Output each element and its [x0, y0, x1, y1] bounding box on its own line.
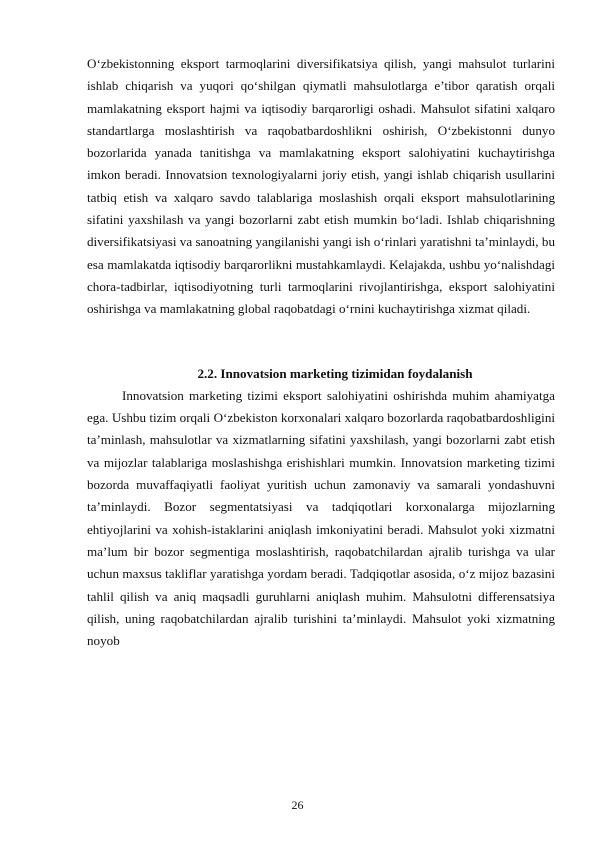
page-number: 26 — [291, 798, 304, 812]
body-paragraph-1: O‘zbekistonning eksport tarmoqlarini diversifikatsiya qilish, yangi mahsulot turlarini ishlab chiqarish va yuqori qo‘shilgan qiymatli mahsulotlarga e’tibor qaratish orqali mamlakatning eksport hajmi va iqtisodiy barqarorligi oshadi. Mahsulot sifatini xalqaro standartlarga moslashtirish va raqobatbardoshlikni oshirish, O‘zbekistonni dunyo bozorlarida yanada tanitishga va mamlakatning eksport salohiyatini kuchaytirishga imkon beradi. Innovatsion texnologiyalarni joriy etish, yangi ishlab chiqarish usullarini tatbiq etish va xalqaro savdo talablariga moslashish orqali eksport mahsulotlarining sifatini yaxshilash va yangi bozorlarni zabt etish mumkin bo‘ladi. Ishlab chiqarishning diversifikatsiyasi va sanoatning yangilanishi yangi ish o‘rinlari yaratishni ta’minlaydi, bu esa mamlakatda iqtisodiy barqarorlikni mustahkamlaydi. Kelajakda, ushbu yo‘nalishdagi chora-tadbirlar, iqtisodiyotning turli tarmoqlarini rivojlantirishga, eksport salohiyatini oshirishga va mamlakatning global raqobatdagi o‘rnini kuchaytirishga xizmat qiladi. — [87, 56, 555, 317]
section-heading: 2.2. Innovatsion marketing tizimidan foydalanish — [197, 365, 473, 381]
body-paragraph-2: Innovatsion marketing tizimi eksport salohiyatini oshirishda muhim ahamiyatga ega. Ushbu tizim orqali O‘zbekiston korxonalari xalqaro bozorlarda raqobatbardoshligini ta’minlash, mahsulotlar va xizmatlarning sifatini yaxshilash, yangi bozorlarni zabt etish va mijozlar talablariga moslashishga erishishlari mumkin. Innovatsion marketing tizimi bozorda muvaffaqiyatli faoliyat yuritish uchun zamonaviy va samarali yondashuvni ta’minlaydi. Bozor segmentatsiyasi va tadqiqotlari korxonalarga mijozlarning ehtiyojlarini va xohish-istaklarini aniqlash imkoniyatini beradi. Mahsulot yoki xizmatni ma’lum bir bozor segmentiga moslashtirish, raqobatchilardan ajralib turishga va ular uchun maxsus takliflar yaratishga yordam beradi. Tadqiqotlar asosida, o‘z mijoz bazasini tahlil qilish va aniq maqsadli guruhlarni aniqlash muhim. Mahsulotni differensatsiya qilish, uning raqobatchilardan ajralib turishini ta’minlaydi. Mahsulot yoki xizmatning noyob — [87, 387, 555, 649]
section-gap — [87, 321, 555, 363]
page-content — [87, 53, 555, 652]
